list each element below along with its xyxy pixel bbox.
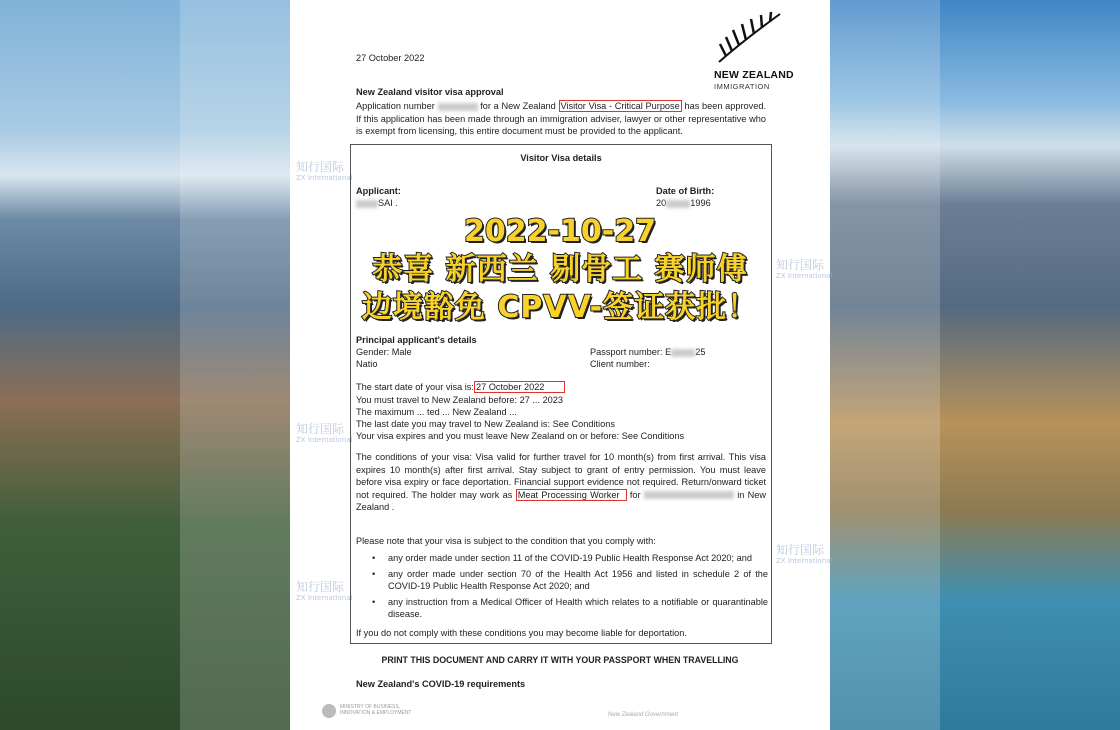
- watermark: 知行国际 ZX International: [296, 160, 353, 182]
- intro-paragraph: [356, 100, 766, 138]
- gender: Gender: Male: [356, 347, 412, 357]
- last-travel-line: The last date you may travel to New Zealand is: See Conditions: [356, 419, 615, 429]
- watermark: 知行国际 ZX International: [296, 422, 353, 444]
- overlay-congrats: 恭喜 新西兰 剔骨工 赛师傅: [372, 252, 748, 287]
- logo-title: NEW ZEALAND: [714, 68, 794, 81]
- visa-type-highlight: Visitor Visa - Critical Purpose: [560, 101, 680, 111]
- client-number: Client number:: [590, 359, 650, 369]
- intro-text: for a New Zealand: [480, 101, 556, 111]
- background-photo-left: [0, 0, 290, 730]
- covid-heading: New Zealand's COVID-19 requirements: [356, 679, 526, 689]
- document-heading: New Zealand visitor visa approval: [356, 87, 504, 97]
- background-photo-right: [830, 0, 1120, 730]
- watermark: 知行国际 ZX International: [776, 543, 833, 565]
- conditions-paragraph: The conditions of your visa: Visa valid for further travel for 10 month(s) from first arrival. This visa expires 10 month(s) after first arrival. Stay subject to grant of entry permission. You must leave before visa expiry or face deportation. Financial support evidence not required. Return/onward ticket not required. The holder may work as Meat Processing Worker for in New Zealand .: [356, 452, 767, 512]
- nz-immigration-logo: [714, 10, 794, 94]
- overlay-date: 2022-10-27: [464, 214, 656, 249]
- intro-text: Application number: [356, 101, 435, 111]
- start-date-highlight: 27 October 2022: [474, 381, 565, 393]
- expiry-line: Your visa expires and you must leave New Zealand on or before: See Conditions: [356, 431, 685, 441]
- travel-before-line: You must travel to New Zealand before: 27 ... 2023: [356, 395, 564, 405]
- coat-of-arms-icon: [322, 704, 336, 718]
- condition-item: • any order made under section 70 of the Health Act 1956 and listed in schedule 2 of the COVID-19 Public Health Response Act 2020; and: [356, 568, 768, 593]
- occupation-highlight: Meat Processing Worker: [516, 489, 627, 501]
- redacted-employer: [644, 491, 734, 499]
- nationality: Natio: [356, 359, 378, 369]
- principal-heading: Principal applicant's details: [356, 335, 477, 345]
- start-date-line: The start date of your visa is: 27 October 2022: [356, 381, 565, 394]
- condition-item: • any order made under section 11 of the COVID-19 Public Health Response Act 2020; and: [356, 552, 768, 565]
- watermark: 知行国际 ZX International: [776, 258, 833, 280]
- dob-label: Date of Birth:: [656, 186, 715, 196]
- ministry-footer: MINISTRY OF BUSINESS, INNOVATION & EMPLOYMENT: [322, 704, 412, 716]
- applicant-value: SAI .: [356, 197, 398, 210]
- redacted-application-number: [438, 103, 478, 111]
- conditions-note: Please note that your visa is subject to the condition that you comply with:: [356, 536, 656, 546]
- condition-item: • any instruction from a Medical Officer of Health which relates to a notifiable or quarantinable disease.: [356, 596, 768, 621]
- dob-value: 20 1996: [656, 198, 711, 208]
- government-footer: New Zealand Government: [608, 712, 679, 718]
- conditions-list: [356, 552, 768, 624]
- overlay-visa-approved: 边境豁免 CPVV-签证获批！: [361, 290, 759, 325]
- deportation-warning: If you do not comply with these conditions you may become liable for deportation.: [356, 628, 687, 638]
- max-stay-line: The maximum ... ted ... New Zealand ...: [356, 407, 517, 417]
- watermark: 知行国际 ZX International: [296, 580, 353, 602]
- logo-subtitle: IMMIGRATION: [714, 82, 770, 91]
- document-date: 27 October 2022: [356, 53, 425, 63]
- intro-text: has been approved. If this application has been made through an immigration adviser, lawyer or other representative who is exempt from licensing, this entire document must be provided to the applicant.: [356, 101, 766, 136]
- print-notice: PRINT THIS DOCUMENT AND CARRY IT WITH YOUR PASSPORT WHEN TRAVELLING: [381, 655, 739, 665]
- applicant-label: Applicant:: [356, 186, 401, 196]
- silver-fern-icon: [714, 10, 784, 65]
- visa-document: [290, 0, 830, 730]
- passport-number: Passport number: E 25: [590, 347, 706, 357]
- box-title: Visitor Visa details: [520, 153, 602, 163]
